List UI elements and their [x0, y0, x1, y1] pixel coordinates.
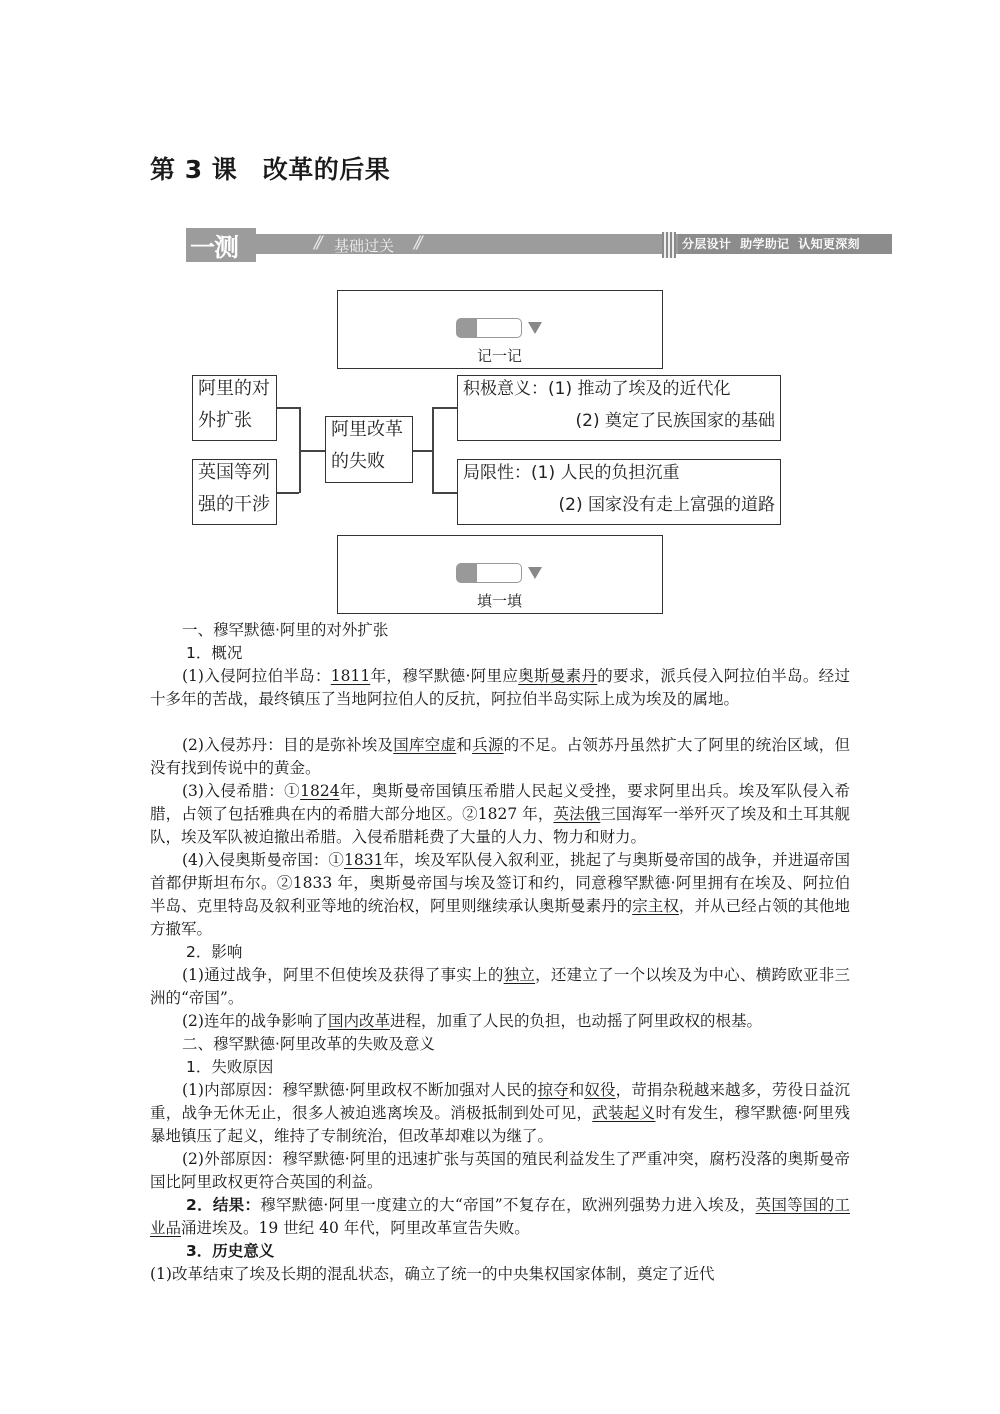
answer-blank: 兵源	[472, 736, 504, 754]
slash-decoration-icon: //	[414, 233, 420, 253]
diagram-node-left-1	[192, 375, 277, 441]
banner-lead-block	[186, 228, 256, 262]
subheading-impact: 2．影响	[186, 943, 243, 961]
banner-slogan: 分层设计 助学助记 认知更深刻	[682, 237, 860, 251]
diagram-node-left-2	[192, 459, 277, 525]
node-text: 阿里的对	[198, 378, 270, 399]
answer-blank: 英国等国的工业品	[150, 1196, 850, 1237]
fill-caption: 填一填	[477, 592, 523, 610]
banner-lead-text: 一测	[190, 233, 239, 262]
paragraph-impact-1: (1)通过战争，阿里不但使埃及获得了事实上的独立，还建立了一个以埃及为中心、横跨欧亚非三洲的“帝国”。	[150, 966, 850, 1007]
paragraph-significance-1: (1)改革结束了埃及长期的混乱状态，确立了统一的中央集权国家体制，奠定了近代	[150, 1265, 715, 1283]
diagram-node-center	[325, 416, 413, 483]
lesson-title: 第 3 课 改革的后果	[150, 155, 391, 184]
memo-header-box	[337, 290, 663, 369]
slash-decoration-icon: //	[314, 233, 320, 253]
node-text: (2) 国家没有走上富强的道路	[558, 495, 775, 515]
answer-blank: 掠夺	[537, 1081, 569, 1099]
paragraph-sudan: (2)入侵苏丹：目的是弥补埃及国库空虚和兵源的不足。占领苏丹虽然扩大了阿里的统治区域，但没有找到传说中的黄金。	[150, 736, 850, 777]
subheading-causes: 1．失败原因	[186, 1058, 274, 1076]
connector-line	[432, 407, 458, 409]
diagram-node-right-2	[457, 459, 781, 525]
connector-line	[277, 492, 299, 494]
node-text: 强的干涉	[198, 494, 270, 515]
node-text: 积极意义：(1) 推动了埃及的近代化	[463, 379, 731, 399]
answer-blank: 武装起义	[592, 1104, 656, 1122]
answer-blank: 国库空虚	[393, 736, 457, 754]
connector-line	[432, 407, 434, 493]
answer-blank: 独立	[503, 966, 536, 984]
triangle-down-icon	[528, 567, 542, 579]
answer-blank: 1831	[343, 851, 384, 869]
node-text: 外扩张	[198, 410, 252, 431]
node-text: 英国等列	[198, 462, 270, 483]
paragraph-arabia: (1)入侵阿拉伯半岛：1811年，穆罕默德·阿里应奥斯曼素丹的要求，派兵侵入阿拉伯半岛。经过十多年的苦战，最终镇压了当地阿拉伯人的反抗，阿拉伯半岛实际上成为埃及的属地。	[150, 667, 850, 708]
section-banner	[186, 228, 892, 262]
answer-blank: 国内改革	[327, 1012, 390, 1030]
pill-icon	[456, 318, 522, 338]
answer-blank: 奴役	[584, 1081, 616, 1099]
node-text: 阿里改革	[331, 419, 403, 440]
paragraph-ottoman: (4)入侵奥斯曼帝国：①1831年，埃及军队侵入叙利亚，挑起了与奥斯曼帝国的战争，并进逼帝国首都伊斯坦布尔。②1833 年，奥斯曼帝国与埃及签订和约，同意穆罕默德·阿里拥有在埃及、阿拉伯半岛、克里特岛及叙利亚等地的统治权，阿里则继续承认奥斯曼素丹的宗主权，并从已经占领的其他地方撤军。	[150, 851, 850, 938]
connector-line	[299, 450, 326, 452]
connector-line	[277, 407, 299, 409]
section-heading-2: 二、穆罕默德·阿里改革的失败及意义	[182, 1035, 435, 1053]
banner-subtitle: 基础过关	[334, 237, 395, 255]
node-text: 的失败	[331, 451, 385, 472]
connector-line	[413, 450, 432, 452]
node-text: (2) 奠定了民族国家的基础	[575, 411, 775, 431]
bars-decoration-icon	[662, 232, 676, 258]
memo-caption: 记一记	[477, 347, 523, 365]
answer-blank: 宗主权	[632, 897, 679, 915]
paragraph-internal-cause: (1)内部原因：穆罕默德·阿里政权不断加强对人民的掠夺和奴役，苛捐杂税越来越多，劳役日益沉重，战争无休无止，很多人被迫逃离埃及。消极抵制到处可见，武装起义时有发生，穆罕默德·阿里残暴地镇压了起义，维持了专制统治，但改革却难以为继了。	[150, 1081, 850, 1145]
pill-icon	[456, 563, 522, 583]
connector-line	[432, 492, 458, 494]
paragraph-impact-2: (2)连年的战争影响了国内改革进程，加重了人民的负担，也动摇了阿里政权的根基。	[182, 1012, 762, 1030]
answer-blank: 1824	[300, 782, 340, 800]
paragraph-external-cause: (2)外部原因：穆罕默德·阿里的迅速扩张与英国的殖民利益发生了严重冲突，腐朽没落的奥斯曼帝国比阿里政权更符合英国的利益。	[150, 1150, 850, 1191]
answer-blank: 英法俄	[553, 805, 601, 823]
banner-slogan-block	[678, 234, 892, 254]
subheading-overview: 1．概况	[186, 644, 243, 662]
answer-blank: 1811	[330, 667, 371, 685]
section-heading-1: 一、穆罕默德·阿里的对外扩张	[182, 621, 389, 639]
fill-header-box	[337, 535, 663, 614]
answer-blank: 奥斯曼素丹	[518, 667, 598, 685]
paragraph-greece: (3)入侵希腊：①1824年，奥斯曼帝国镇压希腊人民起义受挫，要求阿里出兵。埃及军队侵入希腊，占领了包括雅典在内的希腊大部分地区。②1827 年，英法俄三国海军一举歼灭了埃及和土耳其舰队，埃及军队被迫撤出希腊。入侵希腊耗费了大量的人力、物力和财力。	[150, 782, 850, 846]
triangle-down-icon	[528, 322, 542, 334]
diagram-node-right-1	[457, 375, 781, 441]
subheading-significance: 3．历史意义	[186, 1242, 275, 1260]
paragraph-result: 2．结果：穆罕默德·阿里一度建立的大“帝国”不复存在，欧洲列强势力进入埃及，英国等国的工业品涌进埃及。19 世纪 40 年代，阿里改革宣告失败。	[150, 1196, 850, 1237]
node-text: 局限性：(1) 人民的负担沉重	[463, 463, 680, 483]
